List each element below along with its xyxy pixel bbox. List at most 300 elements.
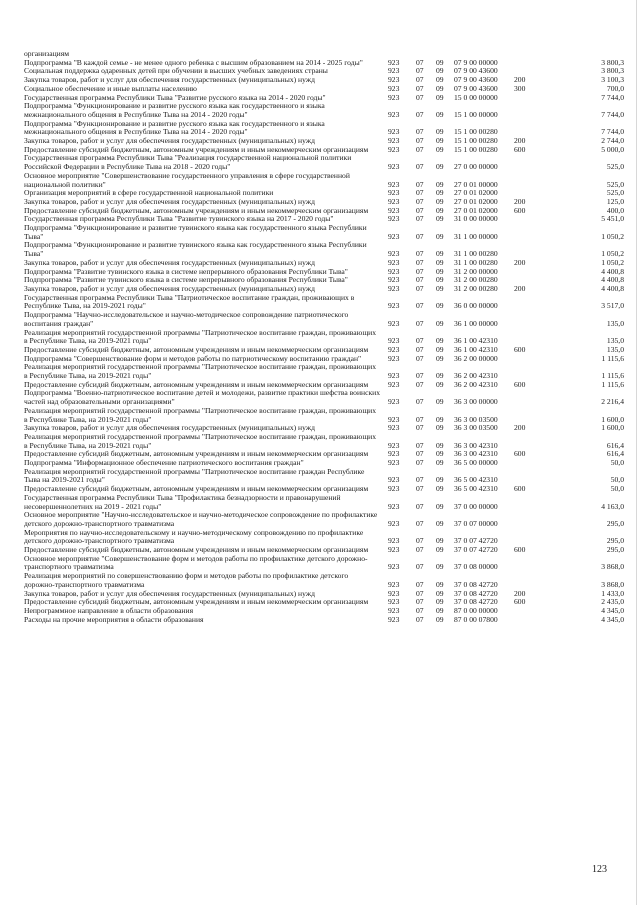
dept-code: 923 (388, 318, 400, 328)
section-code: 07 (416, 588, 424, 598)
amount: 1 050,2 (601, 257, 624, 267)
row-name: Реализация мероприятий государственной программы "Патриотическое воспитание граждан, проживающих в Республике Тыва, на 2019-2021 годы" (24, 327, 377, 346)
subsection-code: 09 (436, 144, 444, 154)
row-name: Реализация мероприятий государственной программы "Патриотическое воспитание граждан, проживающих в Республике Тыва, на 2019-2021 годы" (24, 362, 377, 381)
amount: 3 868,0 (601, 562, 624, 572)
section-code: 07 (416, 440, 424, 450)
subsection-code: 09 (436, 266, 444, 276)
dept-code: 923 (388, 144, 400, 154)
table-row (24, 555, 624, 572)
section-code: 07 (416, 397, 424, 407)
amount: 295,0 (606, 545, 624, 555)
dept-code: 923 (388, 397, 400, 407)
amount: 50,0 (610, 484, 624, 494)
target-item-code: 15 1 00 00280 (454, 127, 498, 137)
expense-type-code: 200 (514, 257, 526, 267)
row-name: Подпрограмма "Функционирование и развитие тувинского языка как государственного языка Республики Тыва" (24, 240, 367, 259)
amount: 50,0 (610, 458, 624, 468)
target-item-code: 36 5 00 42310 (454, 484, 498, 494)
expense-type-code: 200 (514, 196, 526, 206)
amount: 295,0 (606, 536, 624, 546)
dept-code: 923 (388, 344, 400, 354)
dept-code: 923 (388, 518, 400, 528)
dept-code: 923 (388, 162, 400, 172)
row-name: организациям (24, 49, 70, 58)
budget-table (24, 50, 624, 624)
target-item-code: 07 9 00 00000 (454, 57, 498, 67)
subsection-code: 09 (436, 397, 444, 407)
table-row (24, 311, 624, 328)
table-row (24, 329, 624, 346)
dept-code: 923 (388, 353, 400, 363)
expense-type-code: 200 (514, 423, 526, 433)
dept-code: 923 (388, 545, 400, 555)
target-item-code: 31 0 00 00000 (454, 214, 498, 224)
row-name: Основное мероприятие "Научно-исследовательское и научно-методическое сопровождение по профилактике детского дорожно-транспортного травматизма (24, 510, 378, 528)
amount: 3 800,3 (601, 66, 624, 76)
dept-code: 923 (388, 257, 400, 267)
row-name: Социальная поддержка одаренных детей при обучении в высших учебных заведениях страны (24, 66, 328, 76)
amount: 3 517,0 (601, 301, 624, 311)
amount: 7 744,0 (601, 127, 624, 137)
dept-code: 923 (388, 75, 400, 85)
dept-code: 923 (388, 127, 400, 137)
subsection-code: 09 (436, 484, 444, 494)
dept-code: 923 (388, 179, 400, 189)
subsection-code: 09 (436, 353, 444, 363)
section-code: 07 (416, 518, 424, 528)
subsection-code: 09 (436, 344, 444, 354)
target-item-code: 36 3 00 03500 (454, 423, 498, 433)
table-row (24, 433, 624, 450)
amount: 3 868,0 (601, 579, 624, 589)
expense-type-code: 200 (514, 588, 526, 598)
row-name: Государственная программа Республики Тыва "Профилактика безнадзорности и правонарушений несовершеннолетних на 2019 - 2021 годы" (24, 492, 341, 511)
row-name: Закупка товаров, работ и услуг для обеспечения государственных (муниципальных) нужд (24, 257, 315, 267)
table-row (24, 102, 624, 119)
dept-code: 923 (388, 562, 400, 572)
section-code: 07 (416, 606, 424, 615)
subsection-code: 09 (436, 449, 444, 459)
section-code: 07 (416, 423, 424, 433)
row-name: Подпрограмма "Функционирование и развитие русского языка как государственного и языка межнационального общения в Республике Тыва на 2014 - 2020 годы" (24, 101, 325, 119)
target-item-code: 31 2 00 00280 (454, 283, 498, 293)
expense-type-code: 600 (514, 449, 526, 459)
table-row (24, 224, 624, 241)
amount: 50,0 (610, 475, 624, 485)
section-code: 07 (416, 83, 424, 93)
amount: 616,4 (606, 449, 624, 459)
subsection-code: 09 (436, 162, 444, 172)
target-item-code: 36 2 00 42310 (454, 379, 498, 389)
dept-code: 923 (388, 423, 400, 433)
target-item-code: 36 5 00 42310 (454, 475, 498, 485)
row-name: Предоставление субсидий бюджетным, автономным учреждениям и иным некоммерческим организациям (24, 205, 369, 215)
target-item-code: 87 0 00 00000 (454, 606, 498, 615)
subsection-code: 09 (436, 501, 444, 511)
target-item-code: 36 3 00 42310 (454, 449, 498, 459)
dept-code: 923 (388, 606, 400, 615)
amount: 135,0 (606, 336, 624, 346)
target-item-code: 36 3 00 00000 (454, 397, 498, 407)
subsection-code: 09 (436, 336, 444, 346)
amount: 4 400,8 (601, 275, 624, 285)
amount: 1 433,0 (601, 588, 624, 598)
amount: 295,0 (606, 518, 624, 528)
row-name: Закупка товаров, работ и услуг для обеспечения государственных (муниципальных) нужд (24, 423, 315, 433)
row-name: Подпрограмма "Информационное обеспечение патриотического воспитания граждан" (24, 458, 304, 468)
table-row (24, 529, 624, 546)
amount: 1 050,2 (601, 249, 624, 259)
table-row (24, 494, 624, 511)
amount: 400,0 (606, 205, 624, 215)
section-code: 07 (416, 562, 424, 572)
target-item-code: 36 3 00 03500 (454, 414, 498, 424)
section-code: 07 (416, 109, 424, 119)
amount: 7 744,0 (601, 109, 624, 119)
dept-code: 923 (388, 501, 400, 511)
dept-code: 923 (388, 440, 400, 450)
subsection-code: 09 (436, 379, 444, 389)
subsection-code: 09 (436, 136, 444, 146)
dept-code: 923 (388, 214, 400, 224)
row-name: Реализация мероприятий государственной программы "Патриотическое воспитание граждан Республике Тыва на 2019-2021 годы" (24, 466, 365, 485)
subsection-code: 09 (436, 423, 444, 433)
target-item-code: 31 2 00 00000 (454, 266, 498, 276)
target-item-code: 36 1 00 42310 (454, 344, 498, 354)
section-code: 07 (416, 136, 424, 146)
section-code: 07 (416, 545, 424, 555)
subsection-code: 09 (436, 440, 444, 450)
target-item-code: 07 9 00 43600 (454, 83, 498, 93)
subsection-code: 09 (436, 231, 444, 241)
subsection-code: 09 (436, 371, 444, 381)
amount: 4 345,0 (601, 606, 624, 615)
target-item-code: 15 0 00 00000 (454, 92, 498, 102)
row-name: Основное мероприятие "Совершенствование форм и методов работы по профилактике детского дорожно-транспортного травматизма (24, 553, 368, 572)
dept-code: 923 (388, 275, 400, 285)
target-item-code: 36 1 00 42310 (454, 336, 498, 346)
amount: 5 451,0 (601, 214, 624, 224)
amount: 1 115,6 (601, 353, 624, 363)
target-item-code: 36 2 00 00000 (454, 353, 498, 363)
dept-code: 923 (388, 266, 400, 276)
subsection-code: 09 (436, 83, 444, 93)
dept-code: 923 (388, 414, 400, 424)
amount: 135,0 (606, 344, 624, 354)
target-item-code: 27 0 01 02000 (454, 188, 498, 198)
target-item-code: 37 0 08 42720 (454, 597, 498, 607)
section-code: 07 (416, 579, 424, 589)
target-item-code: 31 1 00 00280 (454, 257, 498, 267)
amount: 1 050,2 (601, 231, 624, 241)
dept-code: 923 (388, 579, 400, 589)
row-name: Закупка товаров, работ и услуг для обеспечения государственных (муниципальных) нужд (24, 75, 315, 85)
row-name: Реализация мероприятий государственной программы "Патриотическое воспитание граждан, проживающих в Республике Тыва, на 2019-2021 годы" (24, 431, 377, 450)
dept-code: 923 (388, 205, 400, 215)
section-code: 07 (416, 283, 424, 293)
subsection-code: 09 (436, 92, 444, 102)
row-name: Закупка товаров, работ и услуг для обеспечения государственных (муниципальных) нужд (24, 136, 315, 146)
row-name: Подпрограмма "Научно-исследовательское и научно-методическое сопровождение патриотического воспитания граждан" (24, 310, 349, 328)
dept-code: 923 (388, 301, 400, 311)
row-name: Подпрограмма "Военно-патриотическое воспитание детей и молодежи, развитие практики шефства воинских частей над образовательными организациями" (24, 388, 381, 407)
table-row (24, 172, 624, 189)
dept-code: 923 (388, 449, 400, 459)
row-name: Подпрограмма "В каждой семье - не менее одного ребенка с высшим образованием на 2014 - 2025 годы" (24, 57, 363, 67)
row-name: Государственная программа Республики Тыва "Развитие тувинского языка на 2017 - 2020 годы" (24, 214, 334, 224)
target-item-code: 31 1 00 00280 (454, 249, 498, 259)
amount: 4 345,0 (601, 614, 624, 624)
dept-code: 923 (388, 588, 400, 598)
target-item-code: 36 1 00 00000 (454, 318, 498, 328)
subsection-code: 09 (436, 275, 444, 285)
table-row (24, 616, 624, 625)
table-row (24, 407, 624, 424)
amount: 3 800,3 (601, 57, 624, 67)
section-code: 07 (416, 92, 424, 102)
expense-type-code: 600 (514, 205, 526, 215)
page-number: 123 (592, 864, 607, 875)
target-item-code: 37 0 08 42720 (454, 588, 498, 598)
section-code: 07 (416, 449, 424, 459)
section-code: 07 (416, 597, 424, 607)
target-item-code: 36 3 00 42310 (454, 440, 498, 450)
subsection-code: 09 (436, 579, 444, 589)
target-item-code: 36 2 00 42310 (454, 371, 498, 381)
section-code: 07 (416, 336, 424, 346)
row-name: Государственная программа Республики Тыва "Развитие русского языка на 2014 - 2020 годы" (24, 92, 326, 102)
dept-code: 923 (388, 83, 400, 93)
row-name: Основное мероприятие "Совершенствование государственного управления в сфере государственной национальной политики" (24, 170, 350, 189)
amount: 616,4 (606, 440, 624, 450)
target-item-code: 07 9 00 43600 (454, 75, 498, 85)
target-item-code: 31 2 00 00280 (454, 275, 498, 285)
target-item-code: 37 0 08 00000 (454, 562, 498, 572)
section-code: 07 (416, 162, 424, 172)
dept-code: 923 (388, 336, 400, 346)
subsection-code: 09 (436, 318, 444, 328)
table-row (24, 154, 624, 171)
row-name: Предоставление субсидий бюджетным, автономным учреждениям и иным некоммерческим организациям (24, 545, 369, 555)
amount: 4 400,8 (601, 266, 624, 276)
amount: 1 600,0 (601, 414, 624, 424)
dept-code: 923 (388, 371, 400, 381)
row-name: Реализация мероприятий по совершенствованию форм и методов работы по профилактике детского дорожно-транспортного травматизма (24, 571, 349, 589)
row-name: Социальное обеспечение и иные выплаты населению (24, 83, 197, 93)
table-row (24, 241, 624, 258)
dept-code: 923 (388, 597, 400, 607)
table-row (24, 511, 624, 528)
subsection-code: 09 (436, 127, 444, 137)
row-name: Подпрограмма "Развитие тувинского языка в системе непрерывного образования Республики Тыва" (24, 275, 348, 285)
section-code: 07 (416, 318, 424, 328)
target-item-code: 27 0 01 00000 (454, 179, 498, 189)
expense-type-code: 200 (514, 136, 526, 146)
row-name: Мероприятия по научно-исследовательскому и научно-методическому сопровождению по профилактике детского дорожно-транспортного травматизма (24, 527, 364, 546)
table-row (24, 572, 624, 589)
subsection-code: 09 (436, 205, 444, 215)
amount: 125,0 (606, 196, 624, 206)
section-code: 07 (416, 266, 424, 276)
section-code: 07 (416, 249, 424, 259)
section-code: 07 (416, 614, 424, 624)
expense-type-code: 300 (514, 83, 526, 93)
expense-type-code: 600 (514, 344, 526, 354)
target-item-code: 37 0 00 00000 (454, 501, 498, 511)
section-code: 07 (416, 353, 424, 363)
amount: 7 744,0 (601, 92, 624, 102)
subsection-code: 09 (436, 606, 444, 615)
amount: 525,0 (606, 188, 624, 198)
dept-code: 923 (388, 109, 400, 119)
row-name: Закупка товаров, работ и услуг для обеспечения государственных (муниципальных) нужд (24, 283, 315, 293)
expense-type-code: 600 (514, 484, 526, 494)
section-code: 07 (416, 188, 424, 198)
dept-code: 923 (388, 484, 400, 494)
row-name: Подпрограмма "Совершенствование форм и методов работы по патриотическому воспитанию граждан" (24, 353, 362, 363)
dept-code: 923 (388, 536, 400, 546)
expense-type-code: 200 (514, 75, 526, 85)
expense-type-code: 600 (514, 144, 526, 154)
section-code: 07 (416, 257, 424, 267)
amount: 1 600,0 (601, 423, 624, 433)
target-item-code: 36 0 00 00000 (454, 301, 498, 311)
row-name: Государственная программа Республики Тыва "Реализация государственной национальной политики Российской Федерации в Республике Тыва на 2018 - 2020 годы" (24, 153, 352, 172)
amount: 700,0 (606, 83, 624, 93)
amount: 135,0 (606, 318, 624, 328)
target-item-code: 37 0 08 42720 (454, 579, 498, 589)
section-code: 07 (416, 344, 424, 354)
amount: 2 216,4 (601, 397, 624, 407)
subsection-code: 09 (436, 283, 444, 293)
expense-type-code: 600 (514, 597, 526, 607)
dept-code: 923 (388, 196, 400, 206)
dept-code: 923 (388, 92, 400, 102)
subsection-code: 09 (436, 588, 444, 598)
dept-code: 923 (388, 475, 400, 485)
subsection-code: 09 (436, 196, 444, 206)
subsection-code: 09 (436, 614, 444, 624)
table-row (24, 120, 624, 137)
row-name: Подпрограмма "Развитие тувинского языка в системе непрерывного образования Республики Тыва" (24, 266, 348, 276)
amount: 5 000,0 (601, 144, 624, 154)
subsection-code: 09 (436, 301, 444, 311)
dept-code: 923 (388, 283, 400, 293)
subsection-code: 09 (436, 414, 444, 424)
target-item-code: 07 9 00 43600 (454, 66, 498, 76)
subsection-code: 09 (436, 518, 444, 528)
target-item-code: 15 1 00 00000 (454, 109, 498, 119)
expense-type-code: 600 (514, 379, 526, 389)
section-code: 07 (416, 66, 424, 76)
row-name: Закупка товаров, работ и услуг для обеспечения государственных (муниципальных) нужд (24, 196, 315, 206)
subsection-code: 09 (436, 475, 444, 485)
section-code: 07 (416, 179, 424, 189)
section-code: 07 (416, 475, 424, 485)
section-code: 07 (416, 371, 424, 381)
amount: 1 115,6 (601, 371, 624, 381)
row-name: Предоставление субсидий бюджетным, автономным учреждениям и иным некоммерческим организациям (24, 379, 369, 389)
section-code: 07 (416, 231, 424, 241)
subsection-code: 09 (436, 249, 444, 259)
section-code: 07 (416, 196, 424, 206)
dept-code: 923 (388, 188, 400, 198)
section-code: 07 (416, 414, 424, 424)
expense-type-code: 200 (514, 283, 526, 293)
table-row (24, 294, 624, 311)
target-item-code: 87 0 00 07800 (454, 614, 498, 624)
target-item-code: 15 1 00 00280 (454, 144, 498, 154)
section-code: 07 (416, 75, 424, 85)
section-code: 07 (416, 301, 424, 311)
target-item-code: 37 0 07 42720 (454, 545, 498, 555)
target-item-code: 31 1 00 00000 (454, 231, 498, 241)
target-item-code: 15 1 00 00280 (454, 136, 498, 146)
subsection-code: 09 (436, 66, 444, 76)
section-code: 07 (416, 127, 424, 137)
section-code: 07 (416, 275, 424, 285)
row-name: Подпрограмма "Функционирование и развитие русского языка как государственного и языка межнационального общения в Республике Тыва на 2014 - 2020 годы" (24, 118, 325, 137)
subsection-code: 09 (436, 214, 444, 224)
target-item-code: 27 0 01 02000 (454, 205, 498, 215)
row-name: Государственная программа Республики Тыва "Патриотическое воспитание граждан, проживающих в Республике Тыва, на 2019-2021 годы" (24, 292, 355, 311)
amount: 4 400,8 (601, 283, 624, 293)
subsection-code: 09 (436, 597, 444, 607)
section-code: 07 (416, 205, 424, 215)
subsection-code: 09 (436, 109, 444, 119)
section-code: 07 (416, 214, 424, 224)
dept-code: 923 (388, 458, 400, 468)
dept-code: 923 (388, 66, 400, 76)
row-name: Непрограммное направление в области образования (24, 606, 194, 615)
amount: 2 744,0 (601, 136, 624, 146)
subsection-code: 09 (436, 458, 444, 468)
dept-code: 923 (388, 57, 400, 67)
amount: 4 163,0 (601, 501, 624, 511)
section-code: 07 (416, 144, 424, 154)
table-row (24, 389, 624, 406)
dept-code: 923 (388, 136, 400, 146)
amount: 1 115,6 (601, 379, 624, 389)
row-name: Организация мероприятий в сфере государственной национальной политики (24, 188, 274, 198)
row-name: Реализация мероприятий государственной программы "Патриотическое воспитание граждан, проживающих в Республике Тыва, на 2019-2021 годы" (24, 405, 377, 424)
amount: 2 435,0 (601, 597, 624, 607)
amount: 525,0 (606, 162, 624, 172)
subsection-code: 09 (436, 75, 444, 85)
section-code: 07 (416, 536, 424, 546)
target-item-code: 37 0 07 42720 (454, 536, 498, 546)
row-name: Предоставление субсидий бюджетным, автономным учреждениям и иным некоммерческим организациям (24, 449, 369, 459)
target-item-code: 36 5 00 00000 (454, 458, 498, 468)
page-edge-line (636, 0, 637, 905)
amount: 525,0 (606, 179, 624, 189)
subsection-code: 09 (436, 257, 444, 267)
table-row (24, 363, 624, 380)
dept-code: 923 (388, 614, 400, 624)
subsection-code: 09 (436, 57, 444, 67)
dept-code: 923 (388, 249, 400, 259)
section-code: 07 (416, 379, 424, 389)
dept-code: 923 (388, 231, 400, 241)
row-name: Закупка товаров, работ и услуг для обеспечения государственных (муниципальных) нужд (24, 588, 315, 598)
section-code: 07 (416, 57, 424, 67)
target-item-code: 27 0 00 00000 (454, 162, 498, 172)
target-item-code: 27 0 01 02000 (454, 196, 498, 206)
row-name: Предоставление субсидий бюджетным, автономным учреждениям и иным некоммерческим организациям (24, 484, 369, 494)
subsection-code: 09 (436, 179, 444, 189)
expense-type-code: 600 (514, 545, 526, 555)
